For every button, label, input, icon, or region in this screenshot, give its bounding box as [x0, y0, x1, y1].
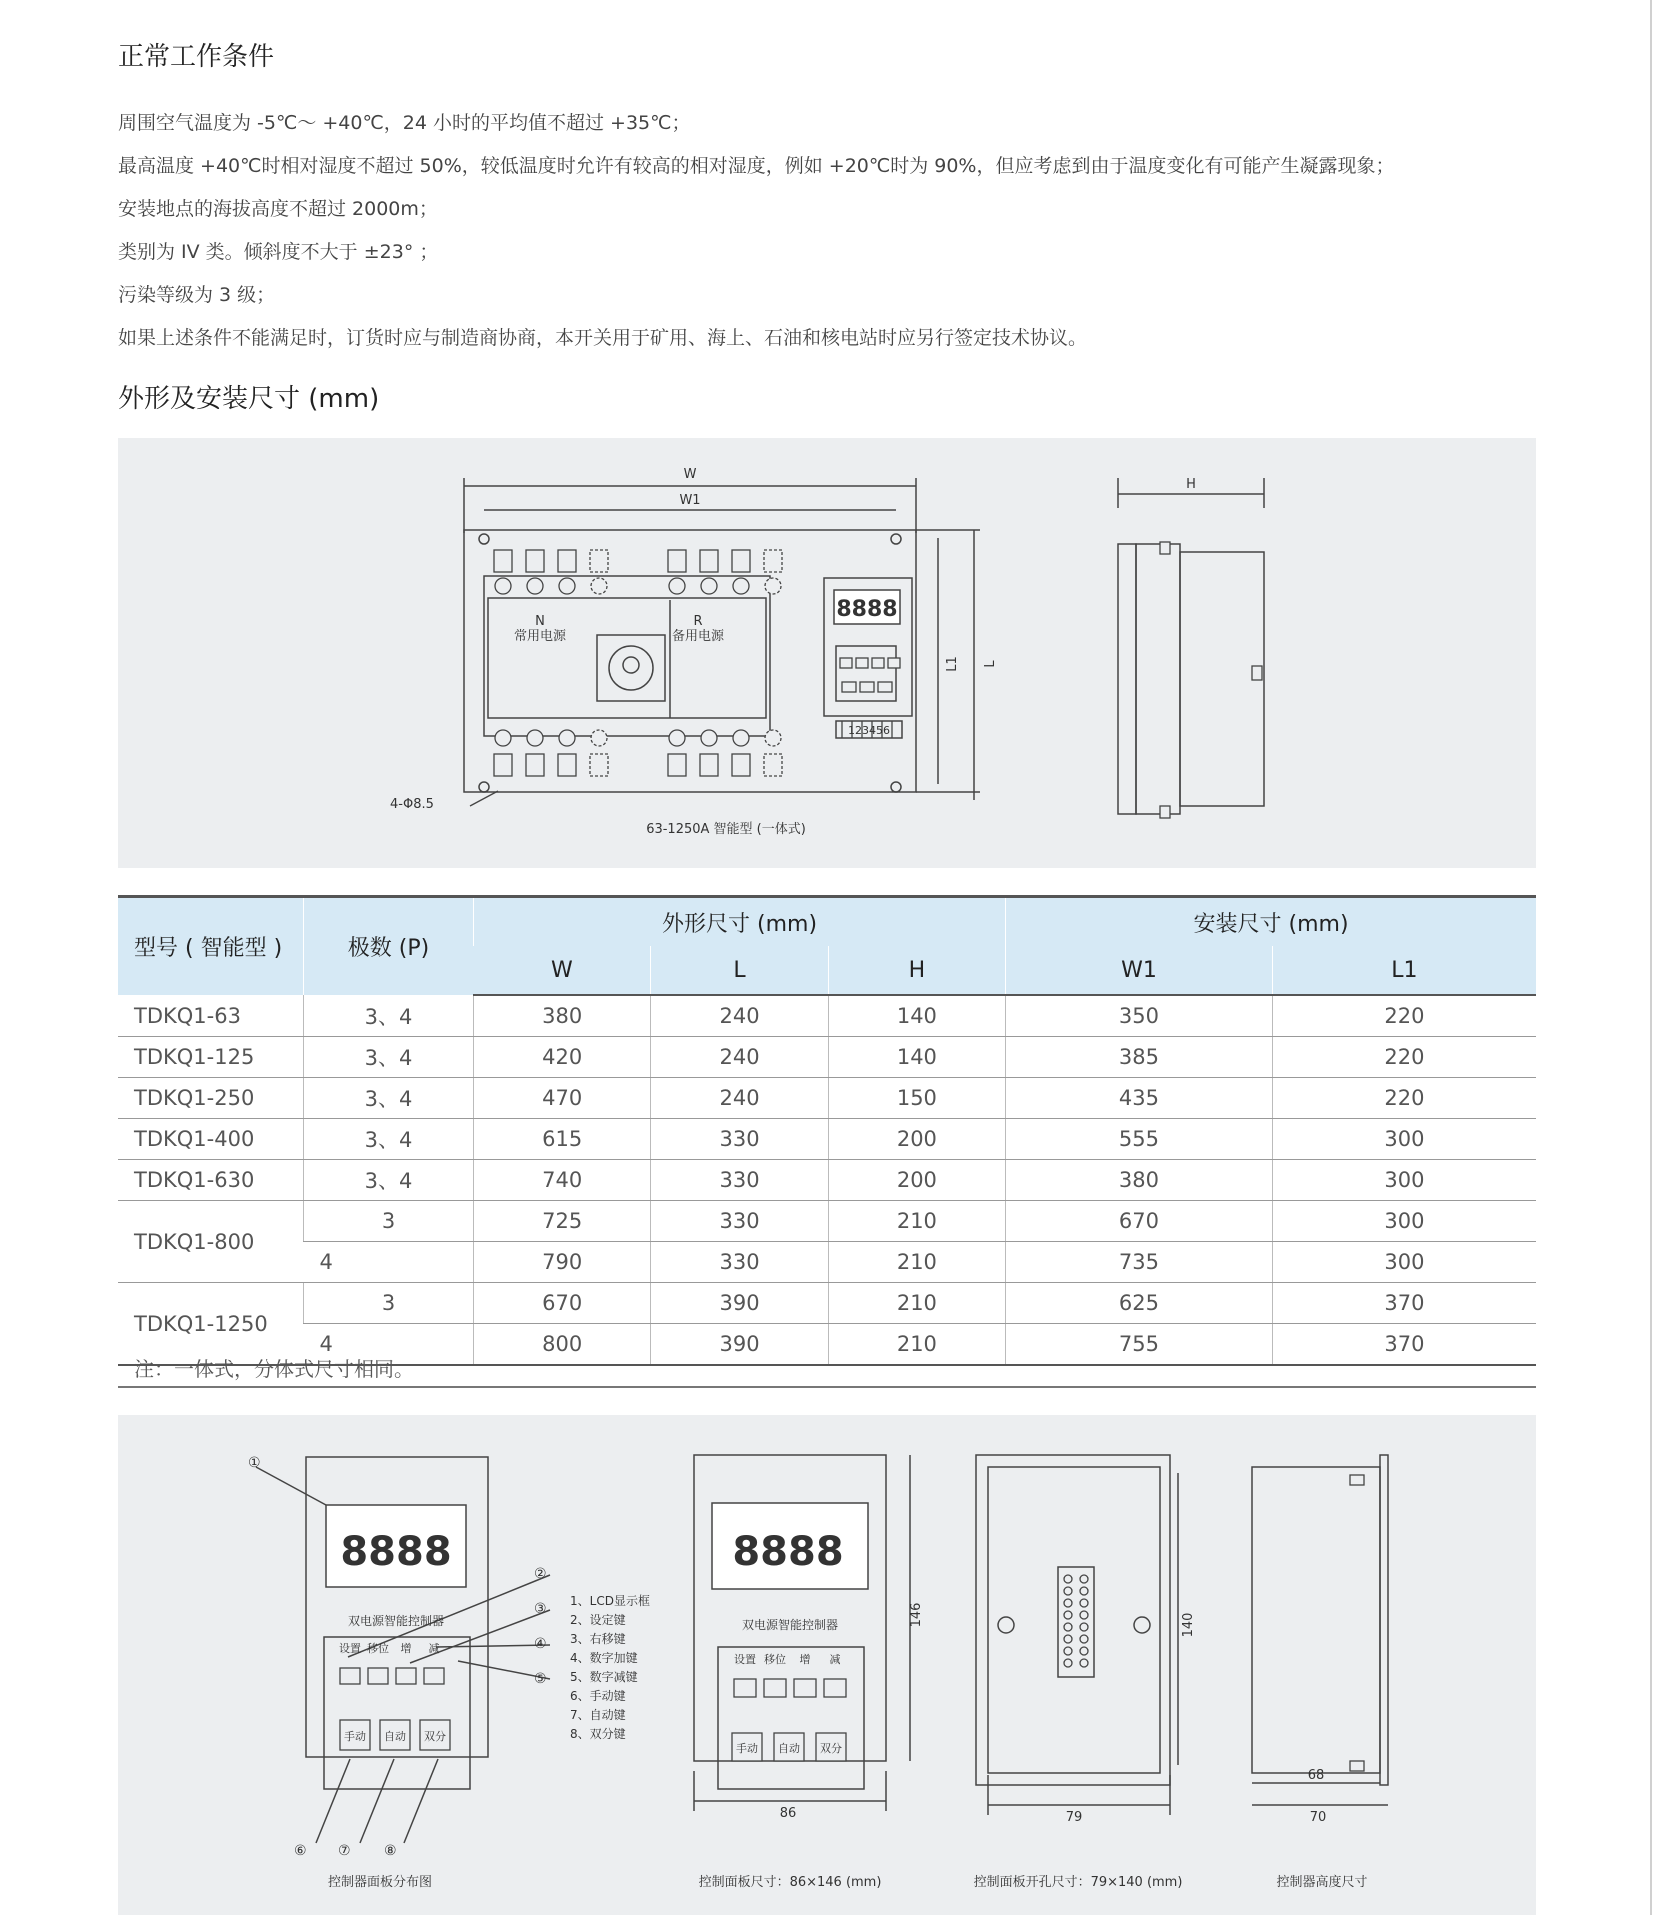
dim-w1-label: W1 [679, 493, 701, 508]
table-row [118, 1160, 1536, 1201]
terminal-blocks [470, 542, 1262, 818]
key-set-label-2: 设置 [734, 1653, 756, 1666]
col-model: 型号 ( 智能型 ) [118, 897, 304, 996]
dim-68: 68 [1307, 1768, 1325, 1783]
legend-item: 4、数字加键 [570, 1651, 638, 1665]
legend-item: 7、自动键 [570, 1708, 626, 1722]
cell-l: 390 [651, 1324, 828, 1366]
callout-1: ① [248, 1455, 261, 1471]
btn-manual-label: 手动 [344, 1730, 366, 1743]
btn-auto-label-2: 自动 [778, 1742, 800, 1755]
dim-79: 79 [1065, 1810, 1083, 1825]
dim-h-label: H [1186, 477, 1196, 492]
dim-146: 146 [909, 1602, 924, 1628]
table-row [118, 1119, 1536, 1160]
controller-diagram [118, 1415, 1536, 1915]
cell-h: 210 [828, 1201, 1005, 1242]
legend-item: 1、LCD显示框 [570, 1594, 650, 1608]
controller-name-2: 双电源智能控制器 [741, 1618, 839, 1632]
cell-poles: 4 [304, 1242, 474, 1283]
btn-double-label: 双分 [424, 1730, 446, 1743]
dim-140: 140 [1181, 1612, 1196, 1638]
cell-w1: 625 [1006, 1283, 1273, 1324]
table-row [118, 1242, 1536, 1283]
callout-7: ⑦ [338, 1843, 351, 1859]
controller-name-1: 双电源智能控制器 [347, 1614, 445, 1628]
btn-manual-label-2: 手动 [736, 1742, 758, 1755]
caption-layout: 控制器面板分布图 [327, 1875, 433, 1890]
cell-w1: 385 [1006, 1037, 1273, 1078]
lcd-display-2: 8888 [732, 1529, 844, 1575]
col-l1: L1 [1272, 946, 1536, 995]
key-dec-label-2: 减 [829, 1653, 841, 1666]
dim-l-label: L [983, 660, 998, 668]
cell-l1: 370 [1272, 1283, 1536, 1324]
dim-w-label: W [683, 467, 697, 482]
col-poles: 极数 (P) [304, 897, 474, 996]
table-row [118, 1283, 1536, 1324]
cell-h: 140 [828, 1037, 1005, 1078]
cell-w1: 435 [1006, 1078, 1273, 1119]
col-h: H [828, 946, 1005, 995]
cell-w: 740 [474, 1160, 651, 1201]
cell-h: 140 [828, 995, 1005, 1037]
group-outline: 外形尺寸 (mm) [474, 897, 1006, 947]
table-row [118, 995, 1536, 1037]
cell-model: TDKQ1-1250 [118, 1283, 304, 1366]
callout-4: ④ [534, 1636, 547, 1652]
cell-h: 200 [828, 1119, 1005, 1160]
cell-l1: 220 [1272, 1078, 1536, 1119]
key-inc-label-2: 增 [799, 1653, 811, 1666]
terminal-numbers: 123456 [848, 724, 890, 737]
label-n: N [535, 614, 545, 629]
cell-l: 240 [651, 1037, 828, 1078]
display-readout: 8888 [836, 597, 898, 622]
page-edge-line [1650, 0, 1652, 1915]
cell-w: 470 [474, 1078, 651, 1119]
table-row [118, 1037, 1536, 1078]
cell-model: TDKQ1-125 [118, 1037, 304, 1078]
cell-l1: 300 [1272, 1160, 1536, 1201]
cell-poles: 3 [304, 1283, 474, 1324]
cell-model: TDKQ1-800 [118, 1201, 304, 1283]
legend-item: 5、数字减键 [570, 1670, 638, 1684]
cell-poles: 3、4 [304, 1119, 474, 1160]
cell-w: 800 [474, 1324, 651, 1366]
btn-double-label-2: 双分 [820, 1742, 842, 1755]
cell-w1: 555 [1006, 1119, 1273, 1160]
cell-l: 390 [651, 1283, 828, 1324]
col-w1: W1 [1006, 946, 1273, 995]
key-shift-label: 移位 [367, 1642, 389, 1655]
cell-l: 240 [651, 1078, 828, 1119]
cell-h: 200 [828, 1160, 1005, 1201]
outline-diagram-panel [118, 438, 1536, 868]
cell-l1: 300 [1272, 1242, 1536, 1283]
cell-poles: 4 [304, 1324, 474, 1366]
cell-poles: 3、4 [304, 1037, 474, 1078]
group-install: 安装尺寸 (mm) [1006, 897, 1536, 947]
cell-model: TDKQ1-63 [118, 995, 304, 1037]
cell-w1: 670 [1006, 1201, 1273, 1242]
cell-w1: 735 [1006, 1242, 1273, 1283]
cell-w: 670 [474, 1283, 651, 1324]
cell-l: 330 [651, 1160, 828, 1201]
cell-model: TDKQ1-630 [118, 1160, 304, 1201]
condition-line: 如果上述条件不能满足时，订货时应与制造商协商，本开关用于矿用、海上、石油和核电站时应另行签定技术协议。 [118, 327, 1088, 349]
cell-l1: 300 [1272, 1201, 1536, 1242]
col-w: W [474, 946, 651, 995]
table-row [118, 1201, 1536, 1242]
condition-line: 安装地点的海拔高度不超过 2000m； [118, 198, 438, 220]
dimension-table [118, 895, 1536, 1366]
cell-poles: 3、4 [304, 1160, 474, 1201]
callout-3: ③ [534, 1601, 547, 1617]
legend-item: 8、双分键 [570, 1727, 626, 1741]
cell-model: TDKQ1-400 [118, 1119, 304, 1160]
label-normal-power: 常用电源 [513, 629, 567, 644]
cell-l: 330 [651, 1201, 828, 1242]
outline-diagram [118, 438, 1536, 868]
section-title-conditions: 正常工作条件 [118, 42, 275, 72]
cell-h: 210 [828, 1283, 1005, 1324]
condition-line: 污染等级为 3 级； [118, 284, 276, 306]
caption-height: 控制器高度尺寸 [1276, 1875, 1368, 1890]
cell-h: 150 [828, 1078, 1005, 1119]
key-dec-label: 减 [428, 1642, 440, 1655]
cell-l1: 220 [1272, 995, 1536, 1037]
dim-70: 70 [1309, 1810, 1327, 1825]
caption-panel-size: 控制面板尺寸：86×146 (mm) [698, 1875, 882, 1890]
cell-model: TDKQ1-250 [118, 1078, 304, 1119]
cell-w: 790 [474, 1242, 651, 1283]
hole-label: 4-Φ8.5 [390, 797, 434, 812]
condition-line: 最高温度 +40℃时相对湿度不超过 50%，较低温度时允许有较高的相对湿度，例如 +20℃时为 90%，但应考虑到由于温度变化有可能产生凝露现象； [118, 155, 1395, 177]
cell-poles: 3、4 [304, 1078, 474, 1119]
controller-diagram-panel [118, 1415, 1536, 1915]
label-backup-power: 备用电源 [671, 629, 725, 644]
table-note: 注：一体式，分体式尺寸相同。 [134, 1357, 414, 1381]
cell-l1: 370 [1272, 1324, 1536, 1366]
callout-2: ② [534, 1566, 547, 1582]
dim-86: 86 [779, 1806, 797, 1821]
callout-5: ⑤ [534, 1671, 547, 1687]
legend-item: 2、设定键 [570, 1613, 626, 1627]
callout-8: ⑧ [384, 1843, 397, 1859]
key-set-label: 设置 [339, 1642, 361, 1655]
cell-h: 210 [828, 1324, 1005, 1366]
condition-line: 类别为 IV 类。倾斜度不大于 ±23° ； [118, 241, 439, 263]
cell-w: 725 [474, 1201, 651, 1242]
cell-w1: 380 [1006, 1160, 1273, 1201]
cell-l: 330 [651, 1119, 828, 1160]
cell-w: 380 [474, 995, 651, 1037]
diagram-caption: 63-1250A 智能型 (一体式) [646, 822, 806, 837]
legend-item: 6、手动键 [570, 1689, 626, 1703]
cell-l1: 220 [1272, 1037, 1536, 1078]
cell-w1: 350 [1006, 995, 1273, 1037]
cell-w: 420 [474, 1037, 651, 1078]
legend-item: 3、右移键 [570, 1632, 626, 1646]
label-r: R [693, 614, 703, 629]
note-divider [118, 1386, 1536, 1388]
cell-poles: 3、4 [304, 995, 474, 1037]
callout-6: ⑥ [294, 1843, 307, 1859]
key-shift-label-2: 移位 [764, 1653, 786, 1666]
condition-line: 周围空气温度为 -5℃～ +40℃，24 小时的平均值不超过 +35℃； [118, 112, 691, 134]
key-inc-label: 增 [400, 1642, 412, 1655]
cell-w: 615 [474, 1119, 651, 1160]
dim-l1-label: L1 [945, 656, 960, 672]
table-row [118, 1078, 1536, 1119]
conditions-list [118, 102, 1395, 360]
cell-l: 240 [651, 995, 828, 1037]
section-title-dimensions: 外形及安装尺寸 (mm) [118, 384, 380, 414]
cell-l1: 300 [1272, 1119, 1536, 1160]
cell-l: 330 [651, 1242, 828, 1283]
caption-cutout-size: 控制面板开孔尺寸：79×140 (mm) [973, 1875, 1183, 1890]
cell-w1: 755 [1006, 1324, 1273, 1366]
lcd-display-1: 8888 [340, 1529, 452, 1575]
col-l: L [651, 946, 828, 995]
cell-poles: 3 [304, 1201, 474, 1242]
btn-auto-label: 自动 [384, 1730, 406, 1743]
cell-h: 210 [828, 1242, 1005, 1283]
